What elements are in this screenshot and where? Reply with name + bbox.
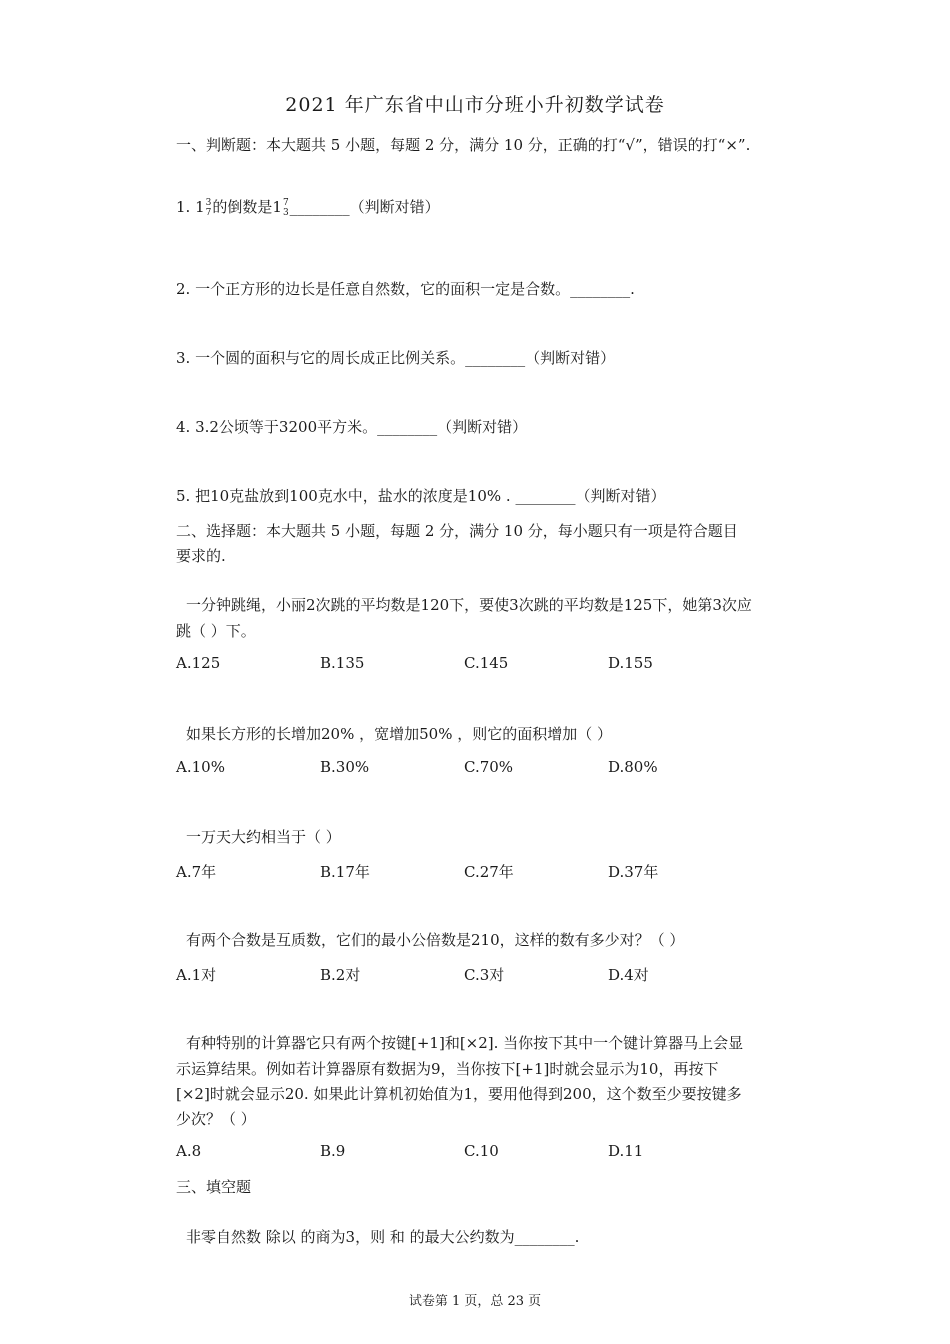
q1-frac2-numerator: 7 (282, 198, 289, 208)
q6-option-d: D.155 (608, 654, 653, 672)
question-9: 有两个合数是互质数，它们的最小公倍数是210，这样的数有多少对？（ ） (186, 931, 685, 949)
question-6-line1: 一分钟跳绳，小丽2次跳的平均数是120下，要使3次跳的平均数是125下，她第3次应 (186, 596, 752, 614)
question-6-line2: 跳（ ）下。 (176, 622, 256, 640)
question-4: 4. 3.2公顷等于3200平方米。________（判断对错） (176, 418, 528, 436)
q7-option-b: B.30% (320, 758, 370, 776)
q1-number: 1. (176, 198, 191, 216)
page-title: 2021 年广东省中山市分班小升初数学试卷 (285, 94, 665, 116)
question-10-line1: 有种特别的计算器它只有两个按键[+1]和[×2]. 当你按下其中一个键计算器马上会显 (186, 1034, 744, 1052)
q1-fraction-1 (206, 198, 212, 218)
question-2: 2. 一个正方形的边长是任意自然数，它的面积一定是合数。________. (176, 280, 635, 298)
q8-option-c: C.27年 (464, 863, 514, 881)
q6-option-b: B.135 (320, 654, 365, 672)
question-10-line3: [×2]时就会显示20. 如果此计算机初始值为1，要用他得到200，这个数至少要按键多 (176, 1085, 742, 1103)
q1-frac1-numerator: 3 (205, 198, 212, 208)
q7-option-a: A.10% (176, 758, 225, 776)
question-5: 5. 把10克盐放到100克水中，盐水的浓度是10% . ________（判断对错） (176, 487, 666, 505)
question-11: 非零自然数 除以 的商为3，则 和 的最大公约数为________. (186, 1228, 580, 1246)
q7-option-d: D.80% (608, 758, 658, 776)
question-10-line4: 少次？（ ） (176, 1110, 256, 1128)
page-footer: 试卷第 1 页，总 23 页 (408, 1294, 542, 1309)
q1-tail: ________（判断对错） (289, 198, 440, 216)
q8-option-b: B.17年 (320, 863, 370, 881)
q1-frac1-denominator: 7 (205, 208, 212, 218)
q6-option-c: C.145 (464, 654, 509, 672)
section3-heading: 三、填空题 (176, 1178, 252, 1196)
q6-option-a: A.125 (176, 654, 221, 672)
question-1 (176, 196, 440, 218)
q1-whole2: 1 (272, 198, 282, 216)
q10-option-a: A.8 (176, 1142, 202, 1160)
q1-frac2-denominator: 3 (282, 208, 289, 218)
q9-option-d: D.4对 (608, 966, 649, 984)
q10-option-d: D.11 (608, 1142, 644, 1160)
q1-middle-text: 的倒数是 (212, 198, 273, 216)
q10-option-c: C.10 (464, 1142, 499, 1160)
q9-option-a: A.1对 (176, 966, 217, 984)
q8-option-d: D.37年 (608, 863, 659, 881)
q1-fraction-2 (283, 198, 289, 218)
q9-option-c: C.3对 (464, 966, 505, 984)
section2-heading-line2: 要求的. (176, 547, 226, 565)
q10-option-b: B.9 (320, 1142, 346, 1160)
q7-option-c: C.70% (464, 758, 514, 776)
q8-option-a: A.7年 (176, 863, 217, 881)
q9-option-b: B.2对 (320, 966, 361, 984)
section2-heading-line1: 二、选择题：本大题共 5 小题，每题 2 分，满分 10 分，每小题只有一项是符合题目 (176, 522, 738, 540)
question-7: 如果长方形的长增加20% ，宽增加50% ，则它的面积增加（ ） (186, 725, 612, 743)
question-10-line2: 示运算结果。例如若计算器原有数据为9，当你按下[+1]时就会显示为10，再按下 (176, 1060, 719, 1078)
section1-heading: 一、判断题：本大题共 5 小题，每题 2 分，满分 10 分，正确的打“√”，错误的打“×”. (176, 136, 751, 154)
q1-whole1: 1 (195, 198, 205, 216)
question-8: 一万天大约相当于（ ） (186, 828, 341, 846)
question-3: 3. 一个圆的面积与它的周长成正比例关系。________（判断对错） (176, 349, 616, 367)
